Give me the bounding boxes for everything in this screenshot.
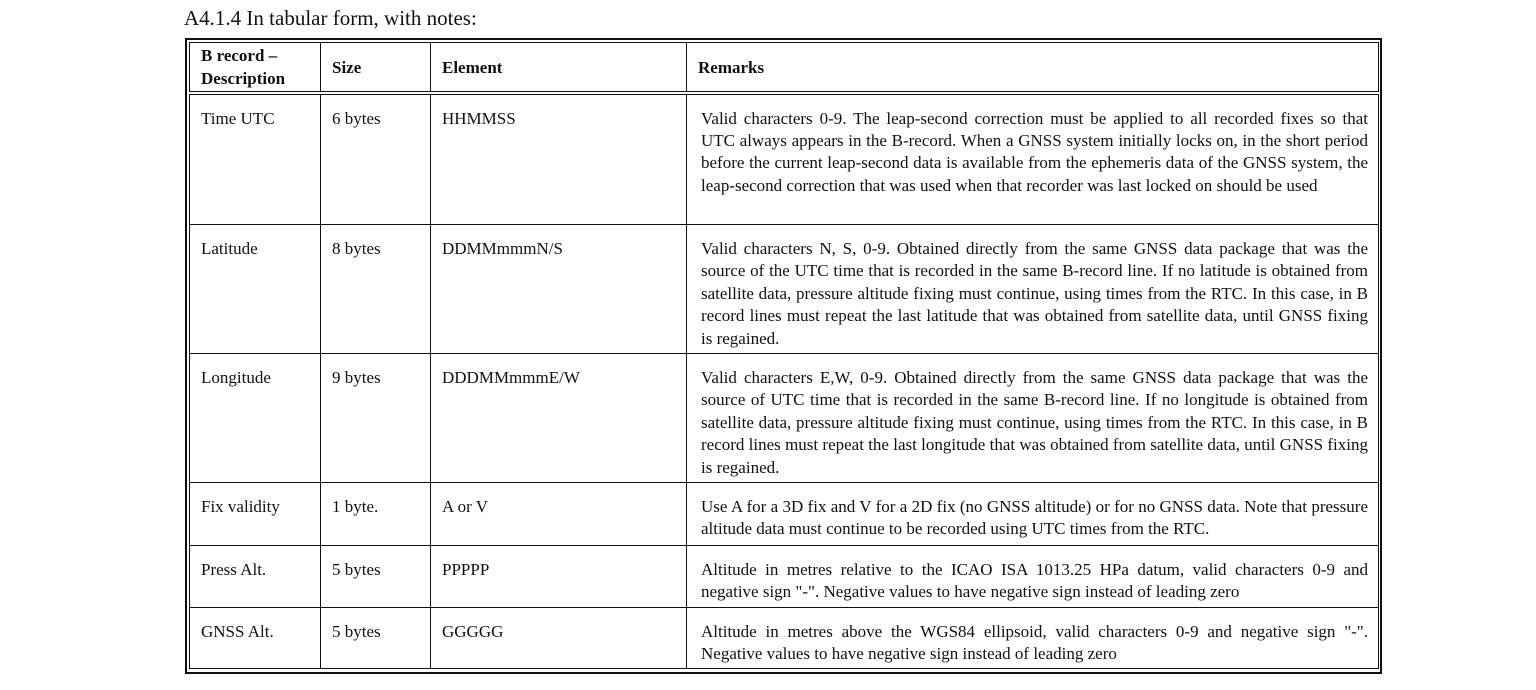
cell-size: 5 bytes (321, 546, 431, 608)
table-header (190, 43, 1379, 93)
table-row (190, 93, 1379, 225)
table-row (190, 546, 1379, 608)
column-header-element: Element (431, 43, 687, 93)
table-row (190, 483, 1379, 546)
cell-element: DDMMmmmN/S (431, 225, 687, 354)
cell-description: GNSS Alt. (190, 608, 321, 669)
cell-size: 1 byte. (321, 483, 431, 546)
cell-description: Fix validity (190, 483, 321, 546)
cell-size: 8 bytes (321, 225, 431, 354)
column-header-description-line2: Description (201, 68, 286, 88)
column-header-description (190, 43, 321, 93)
table-row (190, 354, 1379, 483)
cell-remarks: Valid characters 0-9. The leap-second correction must be applied to all recorded fixes so that UTC always appears in the B-record. When a GNSS system initially locks on, in the short period before the current leap-second data is available from the ephemeris data of the GNSS system, the leap-second correction that was used when that recorder was last locked on should be used (687, 93, 1379, 225)
table-row (190, 225, 1379, 354)
cell-element: GGGGG (431, 608, 687, 669)
cell-remarks: Valid characters N, S, 0-9. Obtained directly from the same GNSS data package that was the source of the UTC time that is recorded in the same B-record line. If no latitude is obtained from satellite data, pressure altitude fixing must continue, using times from the RTC. In this case, in B record lines must repeat the last latitude that was obtained from satellite data, until GNSS fixing is regained. (687, 225, 1379, 354)
column-header-remarks: Remarks (687, 43, 1379, 93)
b-record-table (189, 42, 1379, 669)
cell-element: A or V (431, 483, 687, 546)
cell-element: DDDMMmmmE/W (431, 354, 687, 483)
column-header-description-line1: B record – (201, 46, 278, 66)
cell-remarks: Altitude in metres relative to the ICAO ISA 1013.25 HPa datum, valid characters 0-9 and negative sign "-". Negative values to have negative sign instead of leading zero (687, 546, 1379, 608)
cell-element: PPPPP (431, 546, 687, 608)
b-record-table-frame (185, 38, 1382, 674)
cell-size: 6 bytes (321, 93, 431, 225)
column-header-size: Size (321, 43, 431, 93)
cell-description: Press Alt. (190, 546, 321, 608)
cell-size: 9 bytes (321, 354, 431, 483)
table-row (190, 608, 1379, 669)
header-row (190, 43, 1379, 93)
cell-description: Time UTC (190, 93, 321, 225)
cell-size: 5 bytes (321, 608, 431, 669)
section-heading: A4.1.4 In tabular form, with notes: (184, 6, 477, 30)
cell-remarks: Altitude in metres above the WGS84 ellipsoid, valid characters 0-9 and negative sign "-". Negative values to have negative sign instead of leading zero (687, 608, 1379, 669)
cell-remarks: Use A for a 3D fix and V for a 2D fix (no GNSS altitude) or for no GNSS data. Note that pressure altitude data must continue to be recorded using UTC times from the RTC. (687, 483, 1379, 546)
table-body (190, 93, 1379, 669)
cell-description: Longitude (190, 354, 321, 483)
cell-remarks: Valid characters E,W, 0-9. Obtained directly from the same GNSS data package that was the source of UTC time that is recorded in the same B-record line. If no longitude is obtained from satellite data, pressure altitude fixing must continue, using times from the RTC. In this case, in B record lines must repeat the last longitude that was obtained from satellite data, until GNSS fixing is regained. (687, 354, 1379, 483)
cell-description: Latitude (190, 225, 321, 354)
cell-element: HHMMSS (431, 93, 687, 225)
